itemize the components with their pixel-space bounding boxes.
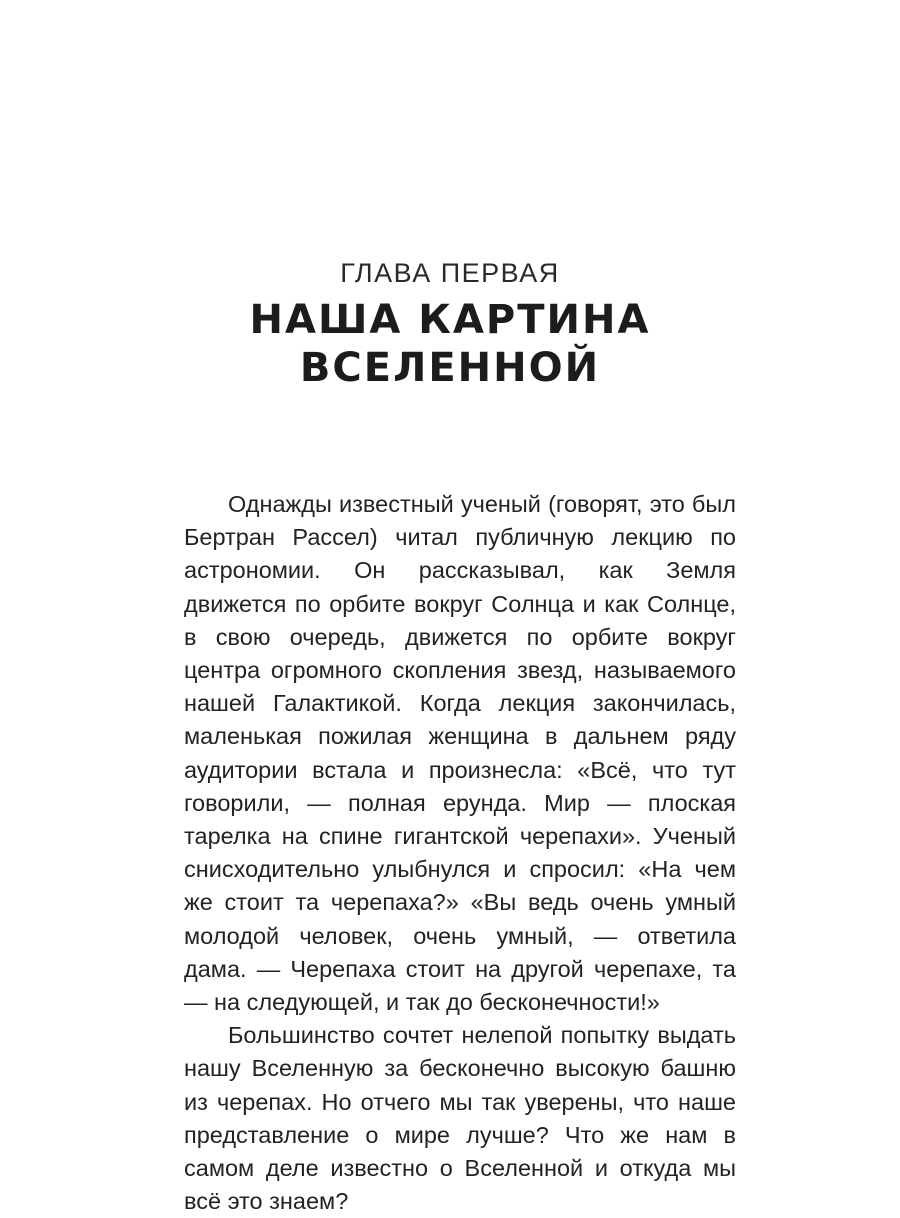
- paragraph-2: Большинство сочтет нелепой попытку выдать нашу Вселенную за бесконечно высокую башню из черепах. Но отчего мы так уверены, что наше представление о мире лучше? Что же нам в самом деле известно о Вселенной и откуда мы всё это знаем?: [184, 1022, 736, 1215]
- chapter-label: ГЛАВА ПЕРВАЯ: [340, 258, 560, 288]
- paragraph-1: Однажды известный ученый (говорят, это был Бертран Рассел) читал публичную лекцию по астрономии. Он рассказывал, как Земля движется по орбите вокруг Солнца и как Солнце, в свою очередь, движется по орбите вокруг центра огромного скопления звезд, называемого нашей Галактикой. Когда лекция закончилась, маленькая пожилая женщина в дальнем ряду аудитории встала и произнесла: «Всё, что тут говорили, — полная ерунда. Мир — плоская тарелка на спине гигантской черепахи». Ученый снисходительно улыбнулся и спросил: «На чем же стоит та черепаха?» «Вы ведь очень умный молодой человек, очень умный, — ответила дама. — Черепаха стоит на другой черепахе, та — на следующей, и так до бесконечности!»: [184, 491, 736, 1016]
- chapter-title-line-1: НАША КАРТИНА: [249, 297, 651, 343]
- chapter-title-line-2: ВСЕЛЕННОЙ: [299, 345, 601, 391]
- chapter-title: [0, 296, 900, 392]
- chapter-body: [184, 488, 736, 1218]
